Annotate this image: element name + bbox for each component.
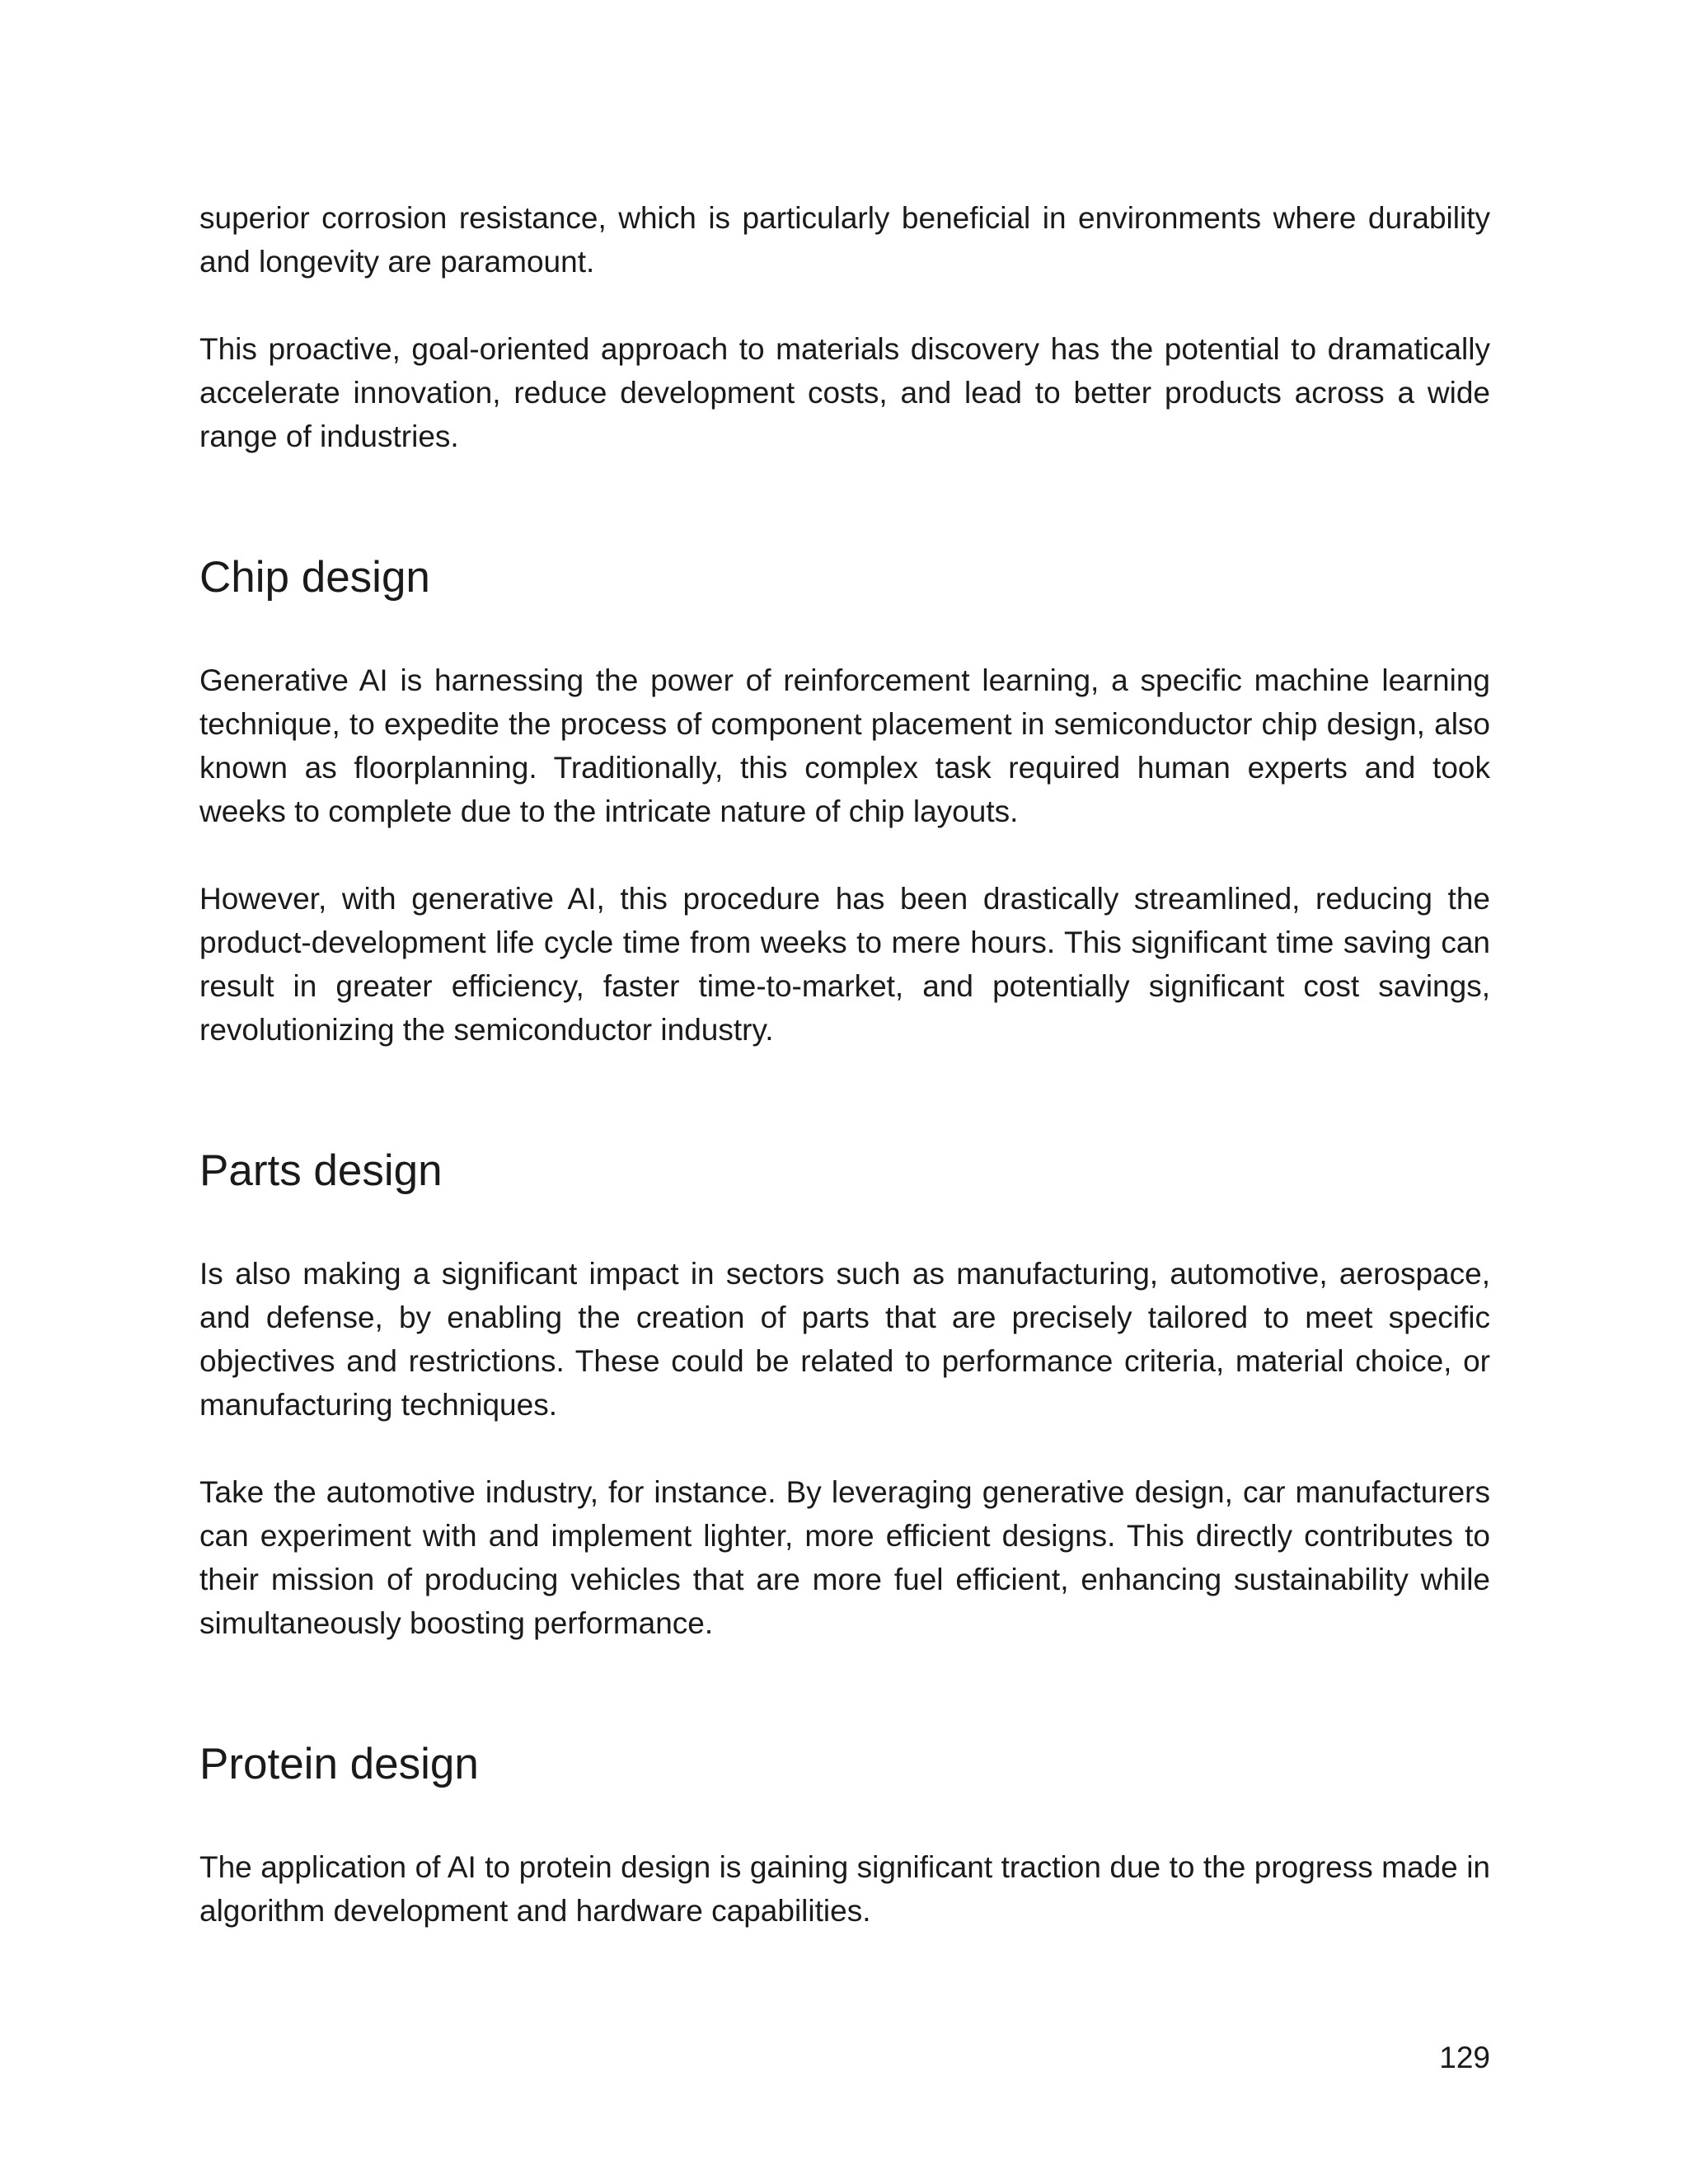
chip-design-paragraph-1: Generative AI is harnessing the power of reinforcement learning, a specific machine learning technique, to expedite the process of component placement in semiconductor chip design, also known as floorplanning. Traditionally, this complex task required human experts and took weeks to complete due to the intricate nature of chip layouts. — [199, 663, 1490, 828]
paragraph-gap — [199, 1427, 1490, 1470]
section-gap — [199, 1645, 1490, 1736]
section-gap — [199, 1052, 1490, 1142]
protein-design-heading: Protein design — [199, 1740, 479, 1788]
paragraph-gap — [199, 833, 1490, 877]
section-gap — [199, 458, 1490, 549]
heading-gap — [199, 1793, 1490, 1845]
protein-design-paragraph-1: The application of AI to protein design is gaining significant traction due to the progress made in algorithm development and hardware capabilities. — [199, 1850, 1490, 1928]
chip-design-heading: Chip design — [199, 553, 430, 602]
chip-design-paragraph-2: However, with generative AI, this procedure has been drastically streamlined, reducing the product-development life cycle time from weeks to mere hours. This significant time saving can result in greater efficiency, faster time-to-market, and potentially significant cost savings, revolutionizing the semiconductor industry. — [199, 882, 1490, 1047]
heading-gap — [199, 1200, 1490, 1252]
heading-gap — [199, 607, 1490, 658]
parts-design-heading: Parts design — [199, 1146, 443, 1195]
intro-paragraph-2: This proactive, goal-oriented approach to materials discovery has the potential to dramatically accelerate innovation, reduce development costs, and lead to better products across a wide range of industries. — [199, 332, 1490, 453]
page-number: 129 — [1439, 2041, 1490, 2074]
intro-paragraph-1: superior corrosion resistance, which is particularly beneficial in environments where durability and longevity are paramount. — [199, 201, 1490, 279]
parts-design-paragraph-2: Take the automotive industry, for instance. By leveraging generative design, car manufacturers can experiment with and implement lighter, more efficient designs. This directly contributes to their mission of producing vehicles that are more fuel efficient, enhancing sustainability while simultaneously boosting performance. — [199, 1475, 1490, 1640]
paragraph-gap — [199, 284, 1490, 327]
parts-design-paragraph-1: Is also making a significant impact in sectors such as manufacturing, automotive, aerospace, and defense, by enabling the creation of parts that are precisely tailored to meet specific objectives and restrictions. These could be related to performance criteria, material choice, or manufacturing techniques. — [199, 1257, 1490, 1422]
page-content — [199, 196, 1490, 1933]
